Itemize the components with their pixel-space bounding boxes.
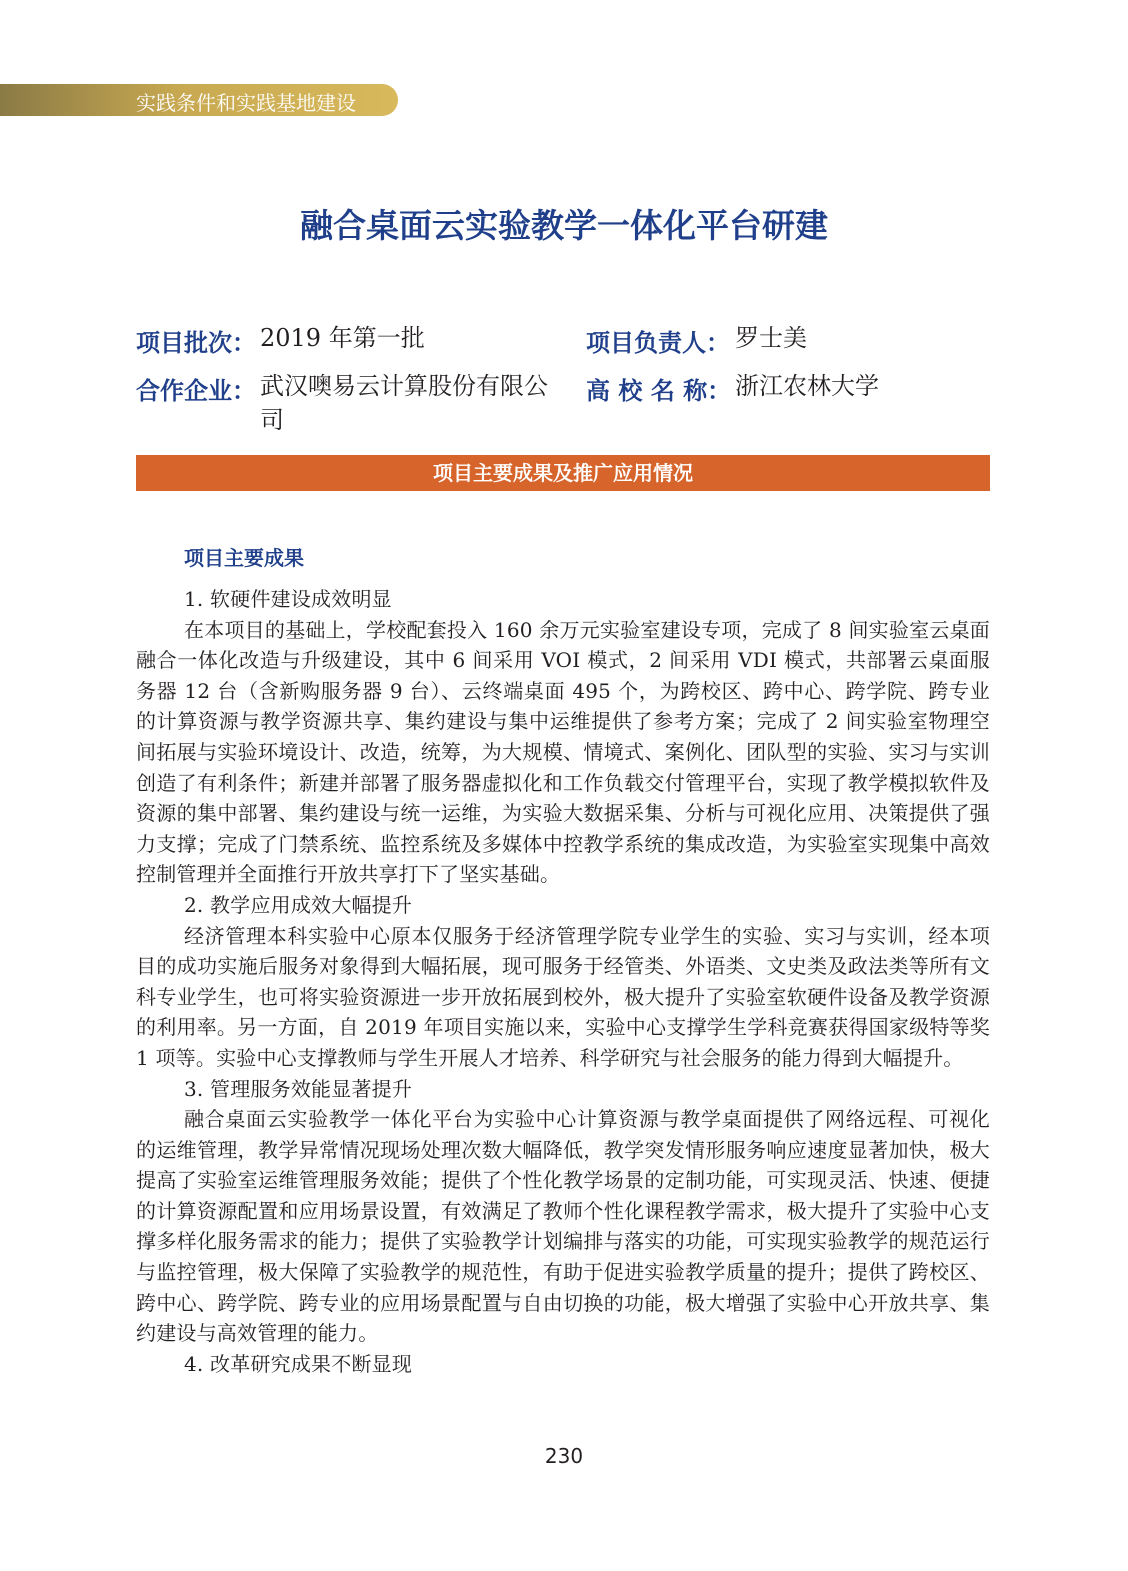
batch-value: 2019 年第一批 xyxy=(260,324,425,352)
school-value: 浙江农林大学 xyxy=(735,372,879,400)
page-title: 融合桌面云实验教学一体化平台研建 xyxy=(300,206,828,245)
section-tab xyxy=(0,84,398,116)
enterprise-value: 武汉噢易云计算股份有限公司 xyxy=(260,372,548,434)
school-label: 高 校 名 称： xyxy=(586,377,732,405)
batch-label: 项目批次： xyxy=(136,329,256,357)
subheading: 3. 管理服务效能显著提升 xyxy=(184,1076,413,1101)
subheading: 4. 改革研究成果不断显现 xyxy=(184,1351,413,1376)
section-heading: 项目主要成果 xyxy=(184,546,304,570)
paragraph: 在本项目的基础上，学校配套投入 160 余万元实验室建设专项，完成了 8 间实验室云桌面融合一体化改造与升级建设，其中 6 间采用 VOI 模式，2 间采用 VDI 模式，共部署云桌面服务器 12 台（含新购服务器 9 台）、云终端桌面 495 个，为跨校区、跨中心、跨学院、跨专业的计算资源与教学资源共享、集约建设与集中运维提供了参考方案；完成了 2 间实验室物理空间拓展与实验环境设计、改造，统筹，为大规模、情境式、案例化、团队型的实验、实习与实训创造了有利条件；新建并部署了服务器虚拟化和工作负载交付管理平台，实现了教学模拟软件及资源的集中部署、集约建设与统一运维，为实验大数据采集、分析与可视化应用、决策提供了强力支撑；完成了门禁系统、监控系统及多媒体中控教学系统的集成改造，为实验室实现集中高效控制管理并全面推行开放共享打下了坚实基础。 xyxy=(136,617,990,887)
leader-label: 项目负责人： xyxy=(586,329,730,357)
section-tab-label: 实践条件和实践基地建设 xyxy=(136,91,356,115)
paragraph: 融合桌面云实验教学一体化平台为实验中心计算资源与教学桌面提供了网络远程、可视化的运维管理，教学异常情况现场处理次数大幅降低，教学突发情形服务响应速度显著加快，极大提高了实验室运维管理服务效能；提供了个性化教学场景的定制功能，可实现灵活、快速、便捷的计算资源配置和应用场景设置，有效满足了教师个性化课程教学需求，极大提升了实验中心支撑多样化服务需求的能力；提供了实验教学计划编排与落实的功能，可实现实验教学的规范运行与监控管理，极大保障了实验教学的规范性，有助于促进实验教学质量的提升；提供了跨校区、跨中心、跨学院、跨专业的应用场景配置与自由切换的功能，极大增强了实验中心开放共享、集约建设与高效管理的能力。 xyxy=(136,1107,990,1346)
leader-value: 罗士美 xyxy=(735,324,807,352)
results-banner: 项目主要成果及推广应用情况 xyxy=(136,455,990,491)
subheading: 1. 软硬件建设成效明显 xyxy=(184,587,392,611)
paragraph: 经济管理本科实验中心原本仅服务于经济管理学院专业学生的实验、实习与实训，经本项目的成功实施后服务对象得到大幅拓展，现可服务于经管类、外语类、文史类及政法类等所有文科专业学生，也可将实验资源进一步开放拓展到校外，极大提升了实验室软硬件设备及教学资源的利用率。另一方面，自 2019 年项目实施以来，实验中心支撑学生学科竞赛获得国家级特等奖 1 项等。实验中心支撑教师与学生开展人才培养、科学研究与社会服务的能力得到大幅提升。 xyxy=(136,923,990,1070)
body-text xyxy=(136,584,990,1379)
page-number: 230 xyxy=(544,1444,584,1468)
enterprise-label: 合作企业： xyxy=(136,377,256,405)
subheading: 2. 教学应用成效大幅提升 xyxy=(184,892,413,917)
